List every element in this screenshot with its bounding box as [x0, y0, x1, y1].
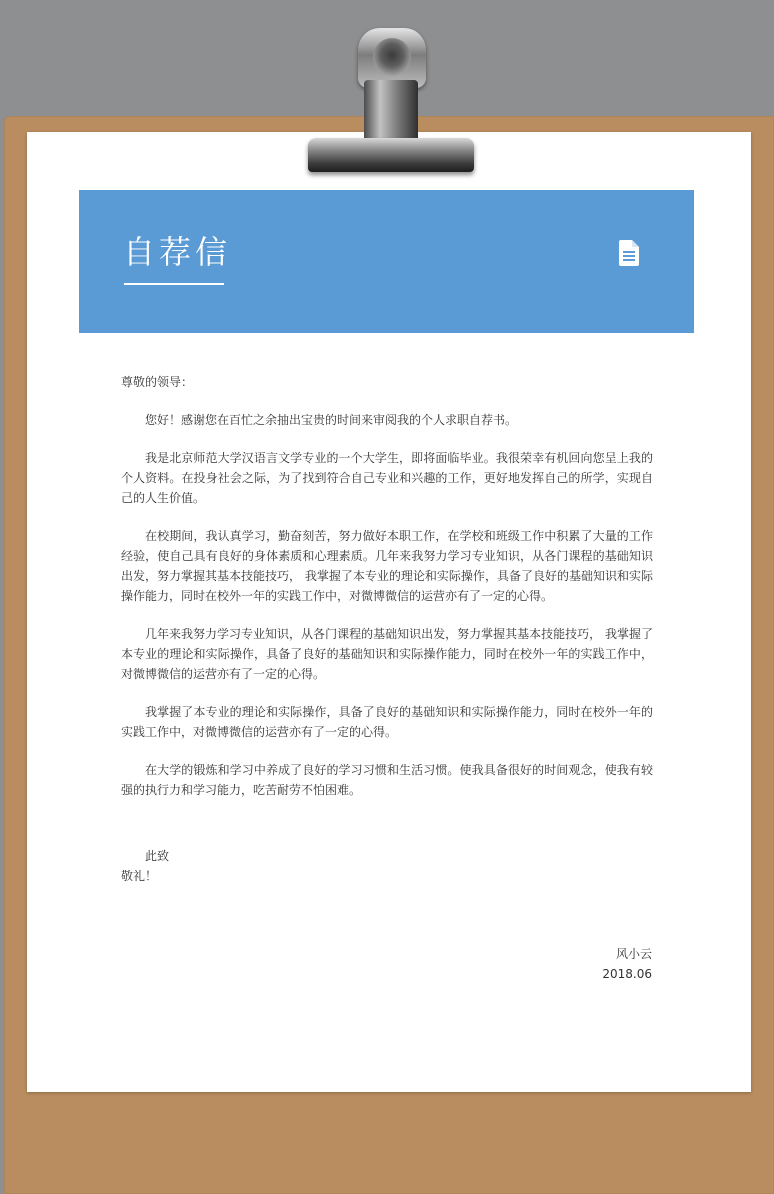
document-icon: [619, 240, 639, 266]
closing-line-2: 敬礼！: [121, 869, 158, 883]
clip-base: [308, 138, 474, 172]
header-banner: [79, 190, 694, 333]
binder-clip: [300, 28, 480, 178]
letter-salutation: 尊敬的领导：: [121, 375, 194, 389]
letter-paragraph: 在大学的锻炼和学习中养成了良好的学习习惯和生活习惯。使我具备很好的时间观念，使我有较强的执行力和学习能力，吃苦耐劳不怕困难。: [121, 763, 653, 797]
clip-ring: [358, 28, 426, 88]
title-underline: [124, 283, 224, 285]
letter-body: [121, 372, 653, 818]
clip-hole: [373, 38, 411, 76]
letter-signature: [540, 944, 652, 984]
letter-closing: [121, 846, 169, 886]
page-title: 自荐信: [123, 233, 232, 271]
letter-paragraph: 您好！感谢您在百忙之余抽出宝贵的时间来审阅我的个人求职自荐书。: [145, 413, 518, 427]
signature-name: 风小云: [615, 947, 652, 961]
letter-paragraph: 在校期间，我认真学习，勤奋刻苦，努力做好本职工作，在学校和班级工作中积累了大量的工作经验，使自己具有良好的身体素质和心理素质。几年来我努力学习专业知识，从各门课程的基础知识出发，努力掌握其基本技能技巧， 我掌握了本专业的理论和实际操作，具备了良好的基础知识和实际操作能力，同时在校外一年的实践工作中，对微博微信的运营亦有了一定的心得。: [121, 529, 653, 603]
signature-date: 2018.06: [602, 967, 652, 981]
letter-paragraph: 几年来我努力学习专业知识，从各门课程的基础知识出发，努力掌握其基本技能技巧， 我掌握了本专业的理论和实际操作，具备了良好的基础知识和实际操作能力，同时在校外一年的实践工作中，对微博微信的运营亦有了一定的心得。: [121, 627, 653, 681]
letter-paragraph: 我是北京师范大学汉语言文学专业的一个大学生，即将面临毕业。我很荣幸有机回向您呈上我的个人资料。在投身社会之际，为了找到符合自己专业和兴趣的工作，更好地发挥自己的所学，实现自己的人生价值。: [121, 451, 653, 505]
closing-line-1: 此致: [145, 849, 170, 863]
letter-paragraph: 我掌握了本专业的理论和实际操作，具备了良好的基础知识和实际操作能力，同时在校外一年的实践工作中，对微博微信的运营亦有了一定的心得。: [121, 705, 653, 739]
